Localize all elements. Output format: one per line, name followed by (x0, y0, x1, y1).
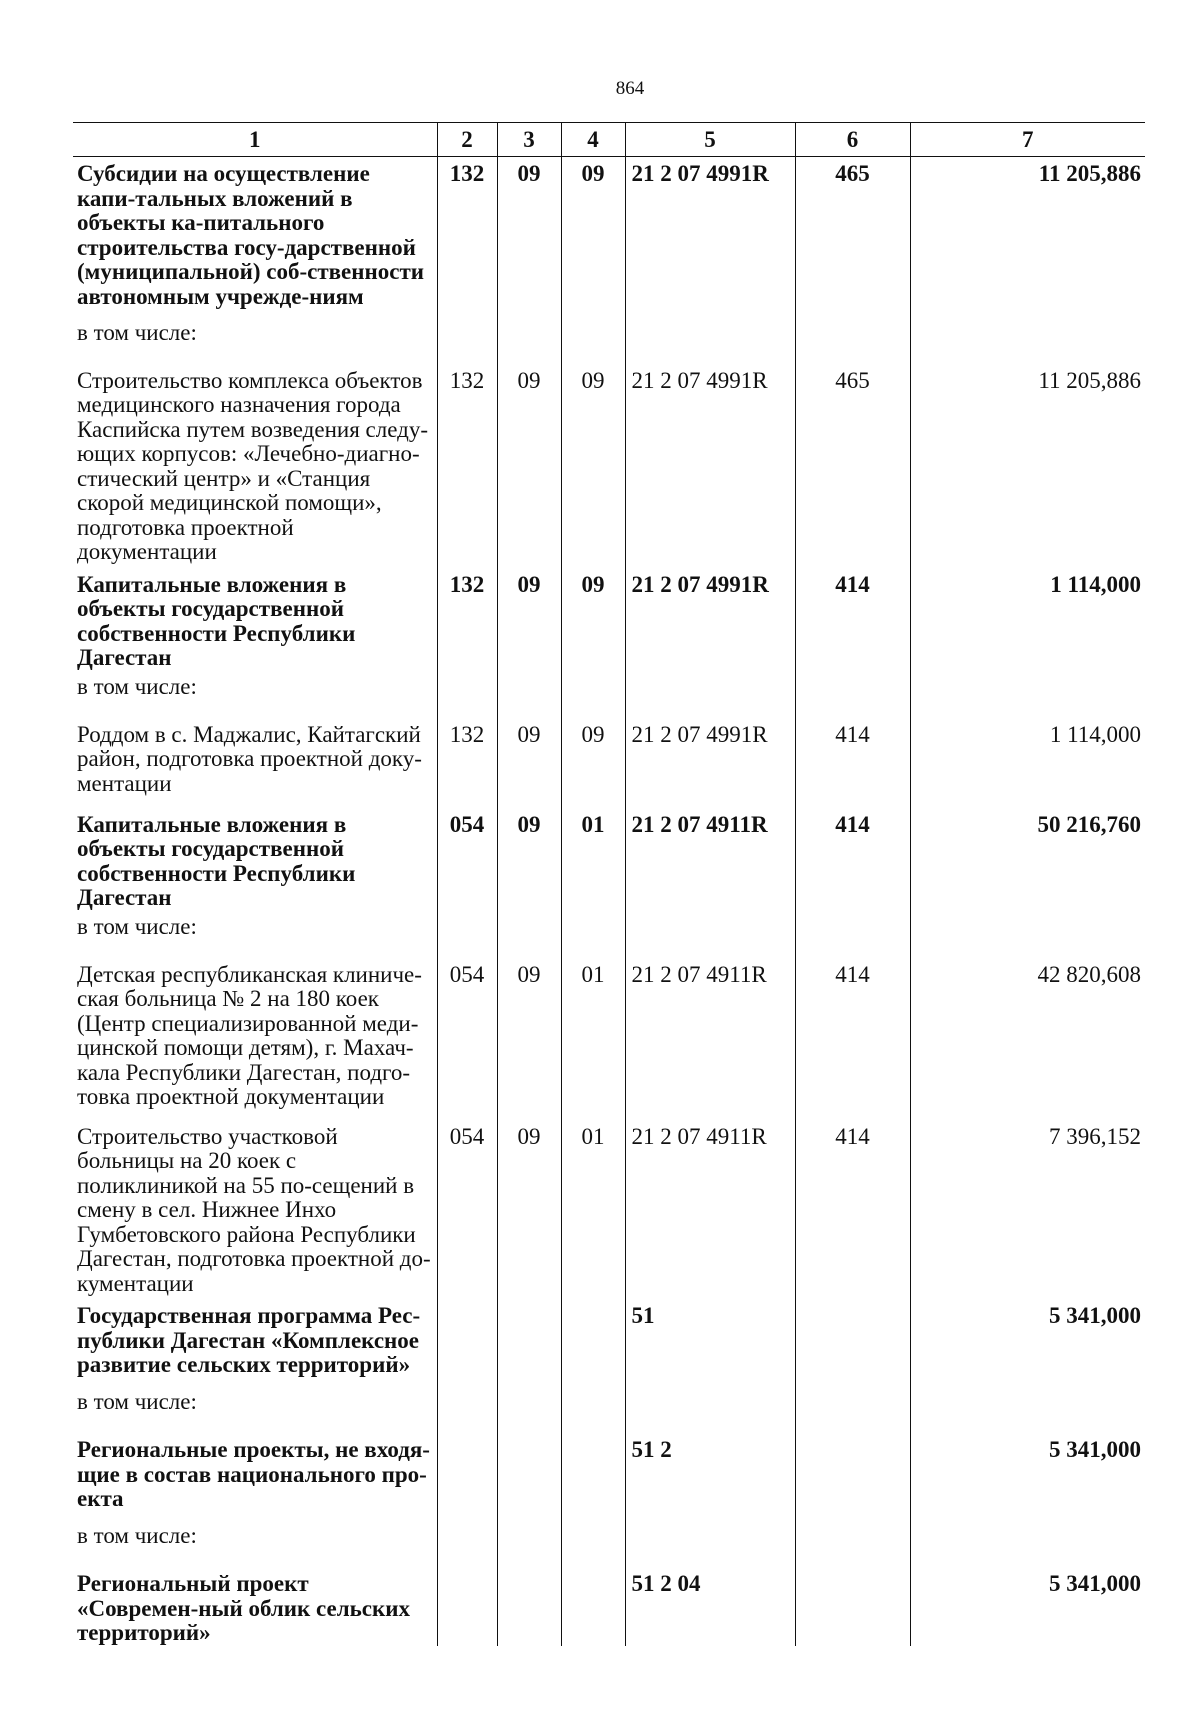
row-section-code (497, 1296, 561, 1386)
row-subsection-code: 09 (561, 715, 625, 805)
row-description: Детская республиканская клиниче-ская больница № 2 на 180 коек (Центр специализированной меди-цинской помощи детям), г. Махач-кала Республики Дагестан, подго-товка проектной документации (77, 961, 422, 1109)
row-ministry-code (437, 911, 497, 955)
row-subsection-code (561, 1430, 625, 1520)
row-description: в том числе: (77, 673, 197, 699)
row-ministry-code: 054 (437, 805, 497, 911)
row-expense-type (795, 1430, 910, 1520)
column-header-7: 7 (910, 123, 1145, 157)
row-target-article (625, 671, 795, 715)
row-section-code: 09 (497, 805, 561, 911)
table-row (73, 157, 1145, 317)
row-ministry-code: 132 (437, 715, 497, 805)
row-ministry-code: 054 (437, 1117, 497, 1297)
table-row (73, 1520, 1145, 1564)
row-target-article (625, 1386, 795, 1430)
row-amount: 1 114,000 (910, 565, 1145, 671)
row-subsection-code: 09 (561, 157, 625, 317)
row-target-article: 21 2 07 4911R (625, 955, 795, 1117)
row-expense-type (795, 911, 910, 955)
row-amount: 1 114,000 (910, 715, 1145, 805)
page-number: 864 (615, 78, 645, 99)
row-amount: 50 216,760 (910, 805, 1145, 911)
row-target-article (625, 911, 795, 955)
column-header-1: 1 (73, 123, 437, 157)
table-row (73, 955, 1145, 1117)
row-ministry-code (437, 1520, 497, 1564)
table-row (73, 1564, 1145, 1646)
row-description: в том числе: (77, 1389, 197, 1414)
row-description: Региональные проекты, не входя-щие в состав национального про-екта (77, 1437, 430, 1511)
row-amount (910, 671, 1145, 715)
row-target-article (625, 1520, 795, 1564)
row-subsection-code (561, 911, 625, 955)
row-description: Субсидии на осуществление капи-тальных вложений в объекты ка-питального строительства госу-дарственной (муниципальной) соб-ственности автономным учрежде-ниям (77, 161, 425, 309)
row-expense-type (795, 1520, 910, 1564)
row-subsection-code: 01 (561, 955, 625, 1117)
row-section-code (497, 1564, 561, 1646)
row-target-article: 21 2 07 4911R (625, 805, 795, 911)
row-section-code: 09 (497, 361, 561, 565)
row-section-code: 09 (497, 1117, 561, 1297)
row-description: Капитальные вложения в объекты государственной собственности Республики Дагестан (77, 571, 356, 670)
budget-table-container (73, 122, 1145, 1646)
row-target-article: 21 2 07 4911R (625, 1117, 795, 1297)
budget-table (73, 123, 1145, 1646)
row-amount (910, 1520, 1145, 1564)
row-expense-type (795, 671, 910, 715)
row-expense-type (795, 1564, 910, 1646)
row-section-code (497, 1520, 561, 1564)
row-target-article: 51 (625, 1296, 795, 1386)
row-ministry-code (437, 1296, 497, 1386)
row-subsection-code (561, 317, 625, 361)
table-row (73, 1430, 1145, 1520)
column-header-6: 6 (795, 123, 910, 157)
row-amount: 7 396,152 (910, 1117, 1145, 1297)
row-section-code: 09 (497, 157, 561, 317)
row-subsection-code (561, 1564, 625, 1646)
row-description: в том числе: (77, 319, 197, 345)
row-target-article: 51 2 04 (625, 1564, 795, 1646)
row-target-article: 21 2 07 4991R (625, 715, 795, 805)
table-row (73, 1386, 1145, 1430)
row-ministry-code (437, 1564, 497, 1646)
row-subsection-code: 09 (561, 361, 625, 565)
row-subsection-code: 09 (561, 565, 625, 671)
table-header-row (73, 123, 1145, 157)
table-row (73, 1117, 1145, 1297)
row-description: Роддом в с. Маджалис, Кайтагский район, подготовка проектной доку-ментации (77, 721, 422, 796)
row-amount: 5 341,000 (910, 1296, 1145, 1386)
row-target-article: 21 2 07 4991R (625, 157, 795, 317)
table-row (73, 671, 1145, 715)
row-subsection-code (561, 1386, 625, 1430)
table-row (73, 805, 1145, 911)
row-target-article (625, 317, 795, 361)
column-header-4: 4 (561, 123, 625, 157)
row-subsection-code (561, 1296, 625, 1386)
row-ministry-code (437, 671, 497, 715)
row-ministry-code (437, 317, 497, 361)
row-ministry-code: 054 (437, 955, 497, 1117)
row-ministry-code (437, 1386, 497, 1430)
table-row (73, 361, 1145, 565)
row-amount: 5 341,000 (910, 1430, 1145, 1520)
row-amount: 11 205,886 (910, 157, 1145, 317)
row-section-code (497, 1386, 561, 1430)
row-section-code (497, 671, 561, 715)
row-expense-type (795, 1386, 910, 1430)
row-section-code (497, 911, 561, 955)
row-amount (910, 1386, 1145, 1430)
row-section-code (497, 1430, 561, 1520)
row-expense-type: 414 (795, 1117, 910, 1297)
table-row (73, 565, 1145, 671)
row-subsection-code (561, 671, 625, 715)
table-row (73, 317, 1145, 361)
row-section-code: 09 (497, 715, 561, 805)
row-amount (910, 317, 1145, 361)
row-expense-type: 414 (795, 805, 910, 911)
row-expense-type: 414 (795, 955, 910, 1117)
row-description: в том числе: (77, 913, 197, 939)
column-header-2: 2 (437, 123, 497, 157)
row-ministry-code: 132 (437, 565, 497, 671)
row-description: Капитальные вложения в объекты государственной собственности Республики Дагестан (77, 811, 356, 910)
row-expense-type: 414 (795, 715, 910, 805)
row-expense-type (795, 317, 910, 361)
row-amount: 42 820,608 (910, 955, 1145, 1117)
row-description: Строительство участковой больницы на 20 коек с поликлиникой на 55 по-сещений в смену в сел. Нижнее Инхо Гумбетовского района Республики Дагестан, подготовка проектной до-кументации (77, 1123, 431, 1296)
row-target-article: 21 2 07 4991R (625, 361, 795, 565)
column-header-3: 3 (497, 123, 561, 157)
row-description: Региональный проект «Современ-ный облик сельских территорий» (77, 1571, 411, 1645)
table-row (73, 715, 1145, 805)
row-target-article: 51 2 (625, 1430, 795, 1520)
row-amount: 11 205,886 (910, 361, 1145, 565)
row-subsection-code (561, 1520, 625, 1564)
row-subsection-code: 01 (561, 805, 625, 911)
row-description: в том числе: (77, 1523, 197, 1548)
table-row (73, 911, 1145, 955)
row-amount: 5 341,000 (910, 1564, 1145, 1646)
column-header-5: 5 (625, 123, 795, 157)
row-target-article: 21 2 07 4991R (625, 565, 795, 671)
row-expense-type (795, 1296, 910, 1386)
row-expense-type: 465 (795, 157, 910, 317)
row-ministry-code (437, 1430, 497, 1520)
row-expense-type: 465 (795, 361, 910, 565)
table-row (73, 1296, 1145, 1386)
row-description: Государственная программа Рес-публики Дагестан «Комплексное развитие сельских территорий» (77, 1303, 421, 1377)
row-ministry-code: 132 (437, 157, 497, 317)
row-description: Строительство комплекса объектов медицинского назначения города Каспийска путем возведения следу-ющих корпусов: «Лечебно-диагно-стический центр» и «Станция скорой медицинской помощи», подготовка проектной документации (77, 367, 428, 564)
row-section-code: 09 (497, 955, 561, 1117)
row-subsection-code: 01 (561, 1117, 625, 1297)
row-expense-type: 414 (795, 565, 910, 671)
row-amount (910, 911, 1145, 955)
row-section-code: 09 (497, 565, 561, 671)
row-section-code (497, 317, 561, 361)
row-ministry-code: 132 (437, 361, 497, 565)
